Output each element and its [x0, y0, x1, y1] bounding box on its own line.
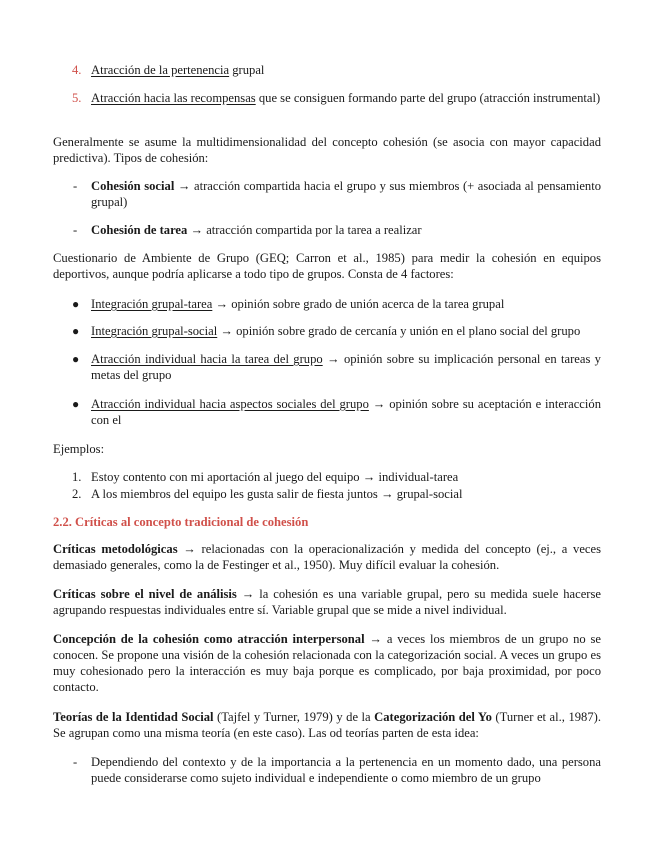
bullet-icon: ● [72, 352, 80, 366]
bullet-icon: ● [72, 297, 80, 311]
list-number: 4. [72, 63, 82, 77]
list-number: 5. [72, 91, 82, 105]
item-text: → opinión sobre grado de unión acerca de la tarea grupal [212, 297, 505, 311]
bold-term: Críticas sobre el nivel de análisis → [53, 587, 255, 601]
paragraph-text: (Turner et al., 1987). Se agrupan como una misma teoría (en este caso). Las od teorías parten de esta idea: [53, 710, 601, 740]
bold-term: Críticas metodológicas → [53, 542, 196, 556]
bold-term: Concepción de la cohesión como atracción interpersonal → [53, 632, 382, 646]
underlined-term: Integración grupal-social [91, 324, 218, 338]
item-text: → opinión sobre su implicación personal en tareas y metas del grupo [91, 352, 601, 382]
list-number: 1. [72, 470, 82, 484]
paragraph-text: relacionadas con la operacionalización y medida del concepto (ej., a veces demasiado generales, como la de Festinger et al., 1950). Muy difícil evaluar la cohesión. [53, 542, 601, 572]
critique-paragraph [53, 631, 601, 695]
dash-marker: - [73, 223, 78, 237]
dash-marker: - [73, 755, 78, 769]
item-text: → atracción compartida por la tarea a realizar [187, 223, 422, 237]
bold-term: Cohesión de tarea [91, 223, 188, 237]
bold-term: Cohesión social [91, 179, 175, 193]
critique-paragraph [53, 541, 601, 573]
item-text: → opinión sobre su aceptación e interacción con el [91, 397, 601, 427]
underlined-term: Atracción individual hacia aspectos sociales del grupo [91, 397, 369, 411]
item-text: grupal [229, 63, 265, 77]
section-heading: 2.2. Críticas al concepto tradicional de cohesión [53, 515, 309, 529]
item-text: → atracción compartida hacia el grupo y sus miembros (+ asociada al pensamiento grupal) [91, 179, 601, 209]
item-text: que se consiguen formando parte del grupo (atracción instrumental) [255, 91, 601, 105]
underlined-term: Atracción hacia las recompensas [91, 91, 256, 105]
theories-paragraph [53, 709, 601, 741]
critique-paragraph [53, 586, 601, 618]
examples-label: Ejemplos: [53, 442, 105, 456]
underlined-term: Atracción individual hacia la tarea del grupo [91, 352, 323, 366]
dash-marker: - [73, 179, 78, 193]
list-number: 2. [72, 487, 82, 501]
paragraph-text: la cohesión es una variable grupal, pero su medida suele hacerse agrupando respuestas individuales entre sí. Variable grupal que se mide a nivel individual. [53, 587, 601, 617]
underlined-term: Atracción de la pertenencia [91, 63, 230, 77]
item-text: Estoy contento con mi aportación al juego del equipo → individual-tarea [91, 470, 459, 484]
paragraph-multidimensionality: Generalmente se asume la multidimensionalidad del concepto cohesión (se asocia con mayor capacidad predictiva). Tipos de cohesión: [53, 135, 601, 165]
paragraph-text: (Tajfel y Turner, 1979) y de la [213, 710, 375, 724]
bullet-icon: ● [72, 324, 80, 338]
item-text: Dependiendo del contexto y de la importancia a la pertenencia en un momento dado, una persona puede considerarse como sujeto individual e independiente o como miembro de un grupo [91, 755, 601, 785]
item-text: → opinión sobre grado de cercanía y unión en el plano social del grupo [217, 324, 581, 338]
bold-term: Teorías de la Identidad Social [53, 710, 214, 724]
underlined-term: Integración grupal-tarea [91, 297, 213, 311]
paragraph-text: a veces los miembros de un grupo no se conocen. Se propone una visión de la cohesión relacionada con la categorización social. A veces un grupo es muy cohesionado pero la interacción es muy baja porque es complicado, por baja proximidad, por poco contacto. [53, 632, 601, 694]
paragraph-geq: Cuestionario de Ambiente de Grupo (GEQ; Carron et al., 1985) para medir la cohesión en equipos deportivos, aunque podría aplicarse a todo tipo de grupos. Consta de 4 factores: [53, 251, 601, 281]
bullet-icon: ● [72, 397, 80, 411]
bold-term: Categorización del Yo [374, 710, 492, 724]
item-text: A los miembros del equipo les gusta salir de fiesta juntos → grupal-social [91, 487, 463, 501]
